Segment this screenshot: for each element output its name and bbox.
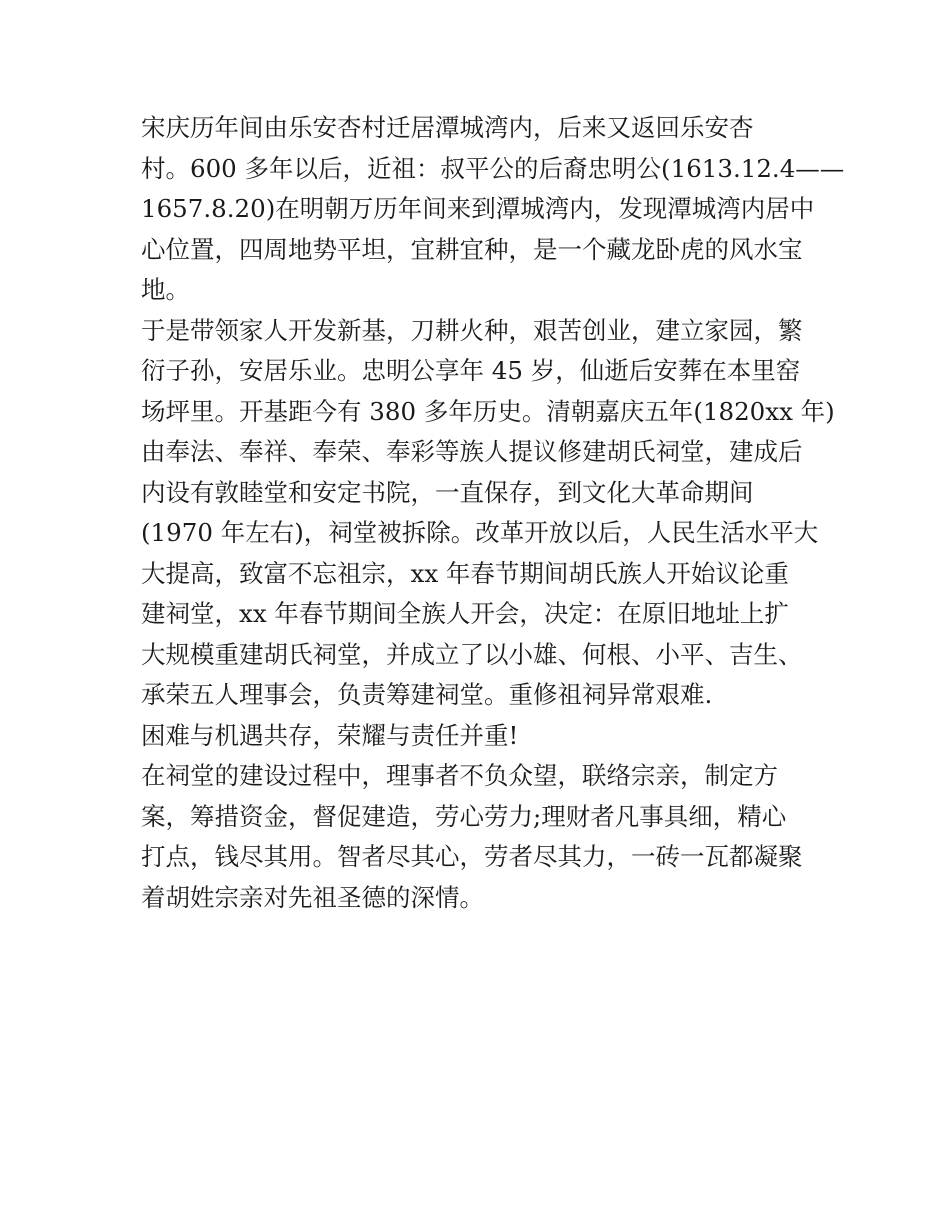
text-line: 大规模重建胡氏祠堂，并成立了以小雄、何根、小平、吉生、 — [141, 639, 803, 669]
text-line: 打点，钱尽其用。智者尽其心，劳者尽其力，一砖一瓦都凝聚 — [141, 842, 803, 871]
text-line: 困难与机遇共存，荣耀与责任并重! — [141, 720, 519, 750]
text-line: 地。 — [141, 275, 190, 304]
text-line: 建祠堂，xx 年春节期间全族人开会，决定：在原旧地址上扩 — [141, 599, 789, 628]
text-line: 于是带领家人开发新基，刀耕火种，艰苦创业，建立家园，繁 — [141, 315, 803, 345]
text-line: 案，筹措资金，督促建造，劳心劳力;理财者凡事具细，精心 — [141, 801, 787, 831]
text-line: 大提高，致富不忘祖宗，xx 年春节期间胡氏族人开始议论重 — [141, 558, 789, 588]
text-line: 心位置，四周地势平坦，宜耕宜种，是一个藏龙卧虎的风水宝 — [141, 234, 803, 264]
text-line: 1657.8.20)在明朝万历年间来到潭城湾内，发现潭城湾内居中 — [141, 194, 815, 223]
text-line: 衍子孙，安居乐业。忠明公享年 45 岁，仙逝后安葬在本里窑 — [141, 356, 801, 385]
text-line: 由奉法、奉祥、奉荣、奉彩等族人提议修建胡氏祠堂，建成后 — [141, 437, 803, 466]
text-line: 宋庆历年间由乐安杏村迁居潭城湾内，后来又返回乐安杏 — [141, 113, 754, 142]
document-body-text — [141, 108, 845, 918]
text-line: 内设有敦睦堂和安定书院，一直保存，到文化大革命期间 — [141, 477, 754, 507]
text-line: 承荣五人理事会，负责筹建祠堂。重修祖祠异常艰难. — [141, 680, 713, 709]
text-line: 场坪里。开基距今有 380 多年历史。清朝嘉庆五年(1820xx 年) — [141, 396, 835, 426]
text-line: 村。600 多年以后，近祖：叔平公的后裔忠明公(1613.12.4—— — [141, 153, 845, 183]
text-line: 在祠堂的建设过程中，理事者不负众望，联络宗亲，制定方 — [141, 761, 778, 790]
text-line: (1970 年左右)，祠堂被拆除。改革开放以后，人民生活水平大 — [141, 518, 819, 547]
text-line: 着胡姓宗亲对先祖圣德的深情。 — [141, 882, 484, 912]
